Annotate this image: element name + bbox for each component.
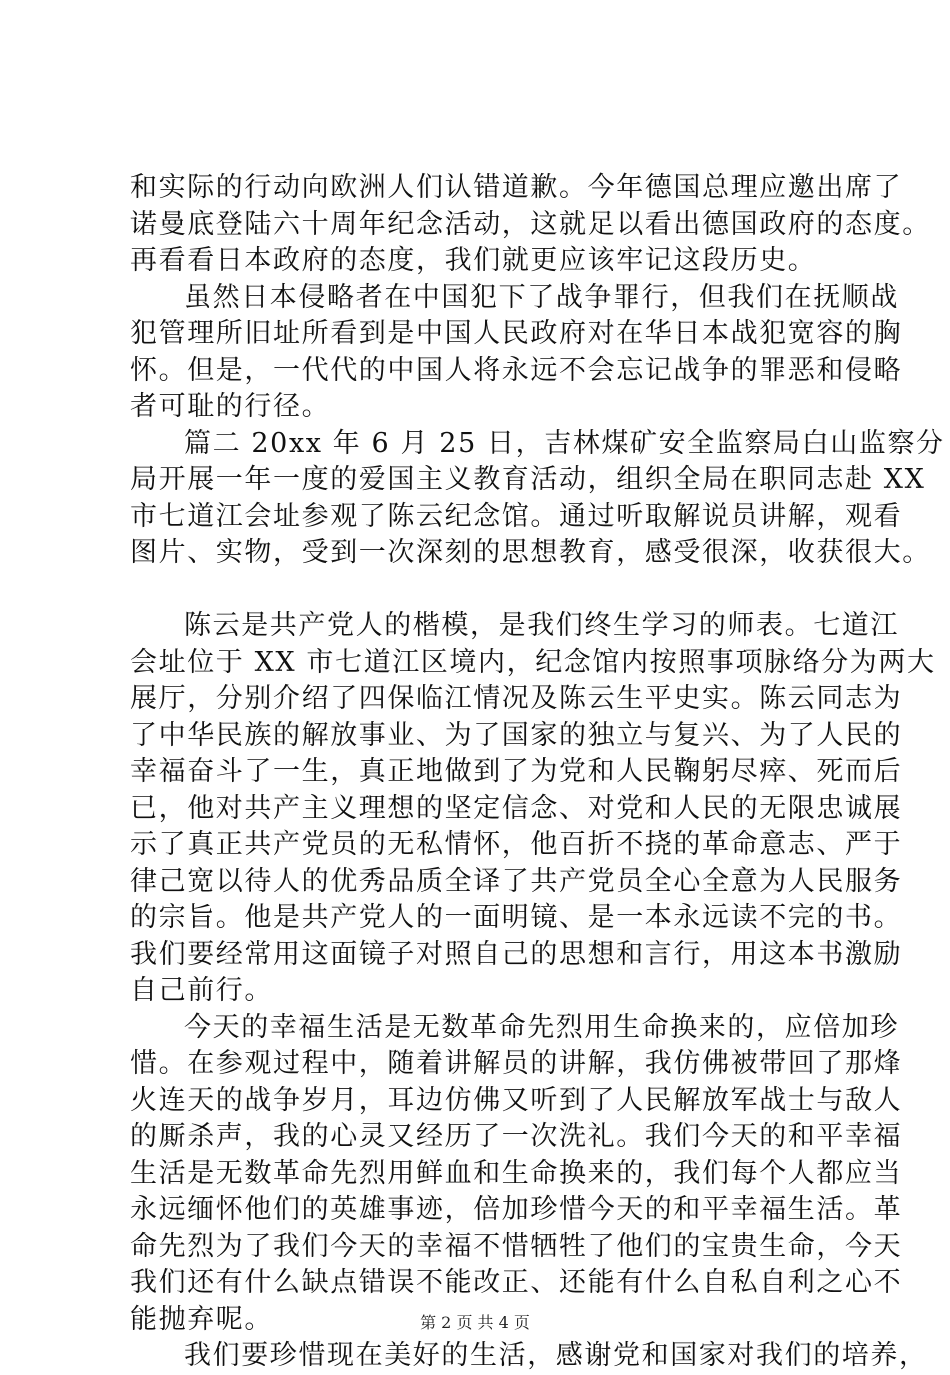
text-line: 我们要经常用这面镜子对照自己的思想和言行，用这本书激励 bbox=[130, 938, 903, 970]
text-line: 命先烈为了我们今天的幸福不惜牺牲了他们的宝贵生命，今天 bbox=[130, 1230, 903, 1262]
text-line: 火连天的战争岁月，耳边仿佛又听到了人民解放军战士与敌人 bbox=[130, 1084, 903, 1116]
text-line: 局开展一年一度的爱国主义教育活动，组织全局在职同志赴 XX bbox=[130, 464, 926, 495]
text-line: 律己宽以待人的优秀品质全译了共产党员全心全意为人民服务 bbox=[130, 865, 903, 897]
paragraph-first-line: 今天的幸福生活是无数革命先烈用生命换来的，应倍加珍 bbox=[184, 1011, 899, 1043]
text-line: 生活是无数革命先烈用鲜血和生命换来的，我们每个人都应当 bbox=[130, 1157, 903, 1189]
blank-line bbox=[130, 572, 840, 609]
page-footer: 第 2 页 共 4 页 bbox=[420, 1313, 530, 1332]
text-line: 和实际的行动向欧洲人们认错道歉。今年德国总理应邀出席了 bbox=[130, 172, 903, 203]
text-line: 了中华民族的解放事业、为了国家的独立与复兴、为了人民的 bbox=[130, 719, 903, 751]
text-line: 的厮杀声，我的心灵又经历了一次洗礼。我们今天的和平幸福 bbox=[130, 1121, 903, 1152]
text-line: 者可耻的行径。 bbox=[130, 391, 331, 422]
text-line: 诺曼底登陆六十周年纪念活动，这就足以看出德国政府的态度。 bbox=[130, 208, 931, 240]
paragraph-first-line: 我们要珍惜现在美好的生活，感谢党和国家对我们的培养， bbox=[184, 1340, 928, 1371]
text-line: 永远缅怀他们的英雄事迹，倍加珍惜今天的和平幸福生活。革 bbox=[130, 1194, 903, 1225]
text-line: 市七道江会址参观了陈云纪念馆。通过听取解说员讲解，观看 bbox=[130, 500, 903, 532]
text-line: 能抛弃呢。 bbox=[130, 1303, 273, 1335]
text-line: 示了真正共产党员的无私情怀，他百折不挠的革命意志、严于 bbox=[130, 829, 903, 860]
paragraph-first-line: 虽然日本侵略者在中国犯下了战争罪行，但我们在抚顺战 bbox=[184, 281, 899, 313]
text-line: 再看看日本政府的态度，我们就更应该牢记这段历史。 bbox=[130, 245, 817, 276]
text-line: 已，他对共产主义理想的坚定信念、对党和人民的无限忠诚展 bbox=[130, 792, 903, 824]
document-body bbox=[130, 170, 945, 1375]
text-line: 的宗旨。他是共产党人的一面明镜、是一本永远读不完的书。 bbox=[130, 902, 903, 933]
text-line: 图片、实物，受到一次深刻的思想教育，感受很深，收获很大。 bbox=[130, 537, 931, 568]
text-line: 自己前行。 bbox=[130, 975, 273, 1006]
text-line: 会址位于 XX 市七道江区境内，纪念馆内按照事项脉络分为两大 bbox=[130, 646, 936, 678]
text-line: 犯管理所旧址所看到是中国人民政府对在华日本战犯宽容的胸 bbox=[130, 318, 903, 349]
text-line: 幸福奋斗了一生，真正地做到了为党和人民鞠躬尽瘁、死而后 bbox=[130, 756, 903, 787]
paragraph-first-line: 陈云是共产党人的楷模，是我们终生学习的师表。七道江 bbox=[184, 610, 899, 641]
text-line: 怀。但是，一代代的中国人将永远不会忘记战争的罪恶和侵略 bbox=[130, 354, 903, 386]
text-line: 惜。在参观过程中，随着讲解员的讲解，我仿佛被带回了那烽 bbox=[130, 1048, 903, 1079]
paragraph-first-line: 篇二 20xx 年 6 月 25 日，吉林煤矿安全监察局白山监察分 bbox=[184, 427, 945, 459]
text-line: 我们还有什么缺点错误不能改正、还能有什么自私自利之心不 bbox=[130, 1267, 903, 1298]
text-line: 展厅，分别介绍了四保临江情况及陈云生平史实。陈云同志为 bbox=[130, 683, 903, 714]
